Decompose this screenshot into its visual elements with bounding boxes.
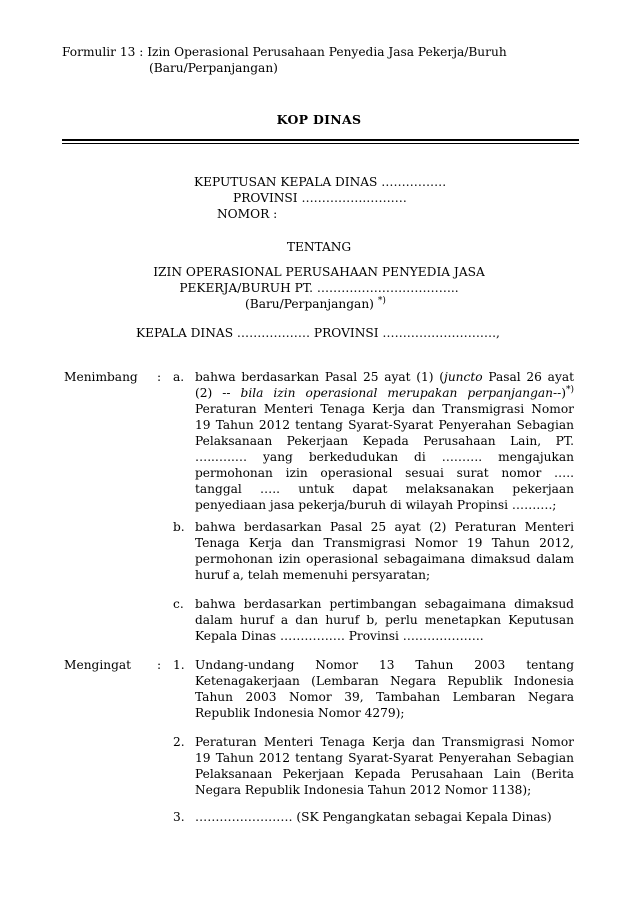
menimbang-b-line3: permohonan izin operasional sebagaimana dimaksud dalam (195, 552, 574, 566)
menimbang-b-line4: huruf a, telah memenuhi persyaratan; (195, 568, 431, 582)
form-title-line2: (Baru/Perpanjangan) (149, 61, 278, 75)
mengingat-3-marker: 3. (173, 810, 185, 824)
mengingat-3-line1: …………………… (SK Pengangkatan sebagai Kepala Dinas) (195, 810, 552, 824)
menimbang-colon: : (157, 370, 162, 384)
menimbang-a-line8: tanggal ….. untuk dapat melaksanakan pekerjaan (195, 482, 574, 496)
mengingat-2-line4: Negara Republik Indonesia Tahun 2012 Nomor 1138); (195, 783, 532, 797)
menimbang-a-line5: Pelaksanaan Pekerjaan Kepada Perusahaan Lain, PT. (195, 434, 574, 448)
menimbang-b-marker: b. (173, 520, 185, 534)
menimbang-a-line1: bahwa berdasarkan Pasal 25 ayat (1) (juncto Pasal 26 ayat (195, 370, 574, 384)
form-title-line1: Formulir 13 : Izin Operasional Perusahaan Penyedia Jasa Pekerja/Buruh (62, 45, 507, 59)
decree-number: NOMOR : (217, 207, 278, 221)
menimbang-a-marker: a. (173, 370, 185, 384)
subject-line3: (Baru/Perpanjangan) *) (245, 295, 386, 311)
menimbang-b-line2: Tenaga Kerja dan Transmigrasi Nomor 19 Tahun 2012, (195, 536, 574, 550)
menimbang-c-line3: Kepala Dinas ……………. Provinsi ……………….. (195, 629, 484, 643)
mengingat-1-line2: Ketenagakerjaan (Lembaran Negara Republik Indonesia (195, 674, 574, 688)
menimbang-c-line2: dalam huruf a dan huruf b, perlu menetapkan Keputusan (195, 613, 574, 627)
menimbang-c-line1: bahwa berdasarkan pertimbangan sebagaimana dimaksud (195, 597, 574, 611)
menimbang-c-marker: c. (173, 597, 184, 611)
mengingat-1-line1: Undang-undang Nomor 13 Tahun 2003 tentang (195, 658, 574, 672)
mengingat-2-line2: 19 Tahun 2012 tentang Syarat-Syarat Penyerahan Sebagian (195, 751, 574, 765)
mengingat-1-line4: Republik Indonesia Nomor 4279); (195, 706, 405, 720)
menimbang-a-line4: 19 Tahun 2012 tentang Syarat-Syarat Penyerahan Sebagian (195, 418, 574, 432)
letterhead-rule-thick (62, 139, 579, 141)
decree-title-line2: PROVINSI …………….………. (233, 191, 407, 205)
mengingat-2-line1: Peraturan Menteri Tenaga Kerja dan Transmigrasi Nomor (195, 735, 574, 749)
menimbang-label: Menimbang (64, 370, 138, 384)
footnote-marker: *) (377, 295, 386, 306)
mengingat-label: Mengingat (64, 658, 132, 672)
mengingat-2-marker: 2. (173, 735, 185, 749)
tentang-heading: TENTANG (286, 240, 352, 254)
mengingat-1-line3: Tahun 2003 Nomor 39, Tambahan Lembaran Negara (195, 690, 574, 704)
mengingat-2-line3: Pelaksanaan Pekerjaan Kepada Perusahaan Lain (Berita (195, 767, 574, 781)
menimbang-a-line9: penyediaan jasa pekerja/buruh di wilayah Propinsi ……….; (195, 498, 557, 512)
menimbang-a-line6: …..…..… yang berkedudukan di ………. mengajukan (195, 450, 574, 464)
menimbang-a-line2: (2) -- bila izin operasional merupakan perpanjangan--)*) (195, 384, 574, 400)
menimbang-a-line7: permohonan izin operasional sesuai surat nomor ….. (195, 466, 574, 480)
menimbang-a-line3: Peraturan Menteri Tenaga Kerja dan Transmigrasi Nomor (195, 402, 574, 416)
menimbang-b-line1: bahwa berdasarkan Pasal 25 ayat (2) Peraturan Menteri (195, 520, 574, 534)
decree-title-line1: KEPUTUSAN KEPALA DINAS ……………. (194, 175, 447, 189)
kop-dinas-heading: KOP DINAS (276, 112, 362, 127)
letterhead-rule-thin (62, 143, 579, 144)
subject-line1: IZIN OPERASIONAL PERUSAHAAN PENYEDIA JASA (153, 265, 485, 279)
mengingat-1-marker: 1. (173, 658, 185, 672)
kepala-dinas-line: KEPALA DINAS ……………… PROVINSI ………………………., (136, 326, 500, 340)
mengingat-colon: : (157, 658, 162, 672)
subject-line2: PEKERJA/BURUH PT. …………………………….. (179, 281, 459, 295)
